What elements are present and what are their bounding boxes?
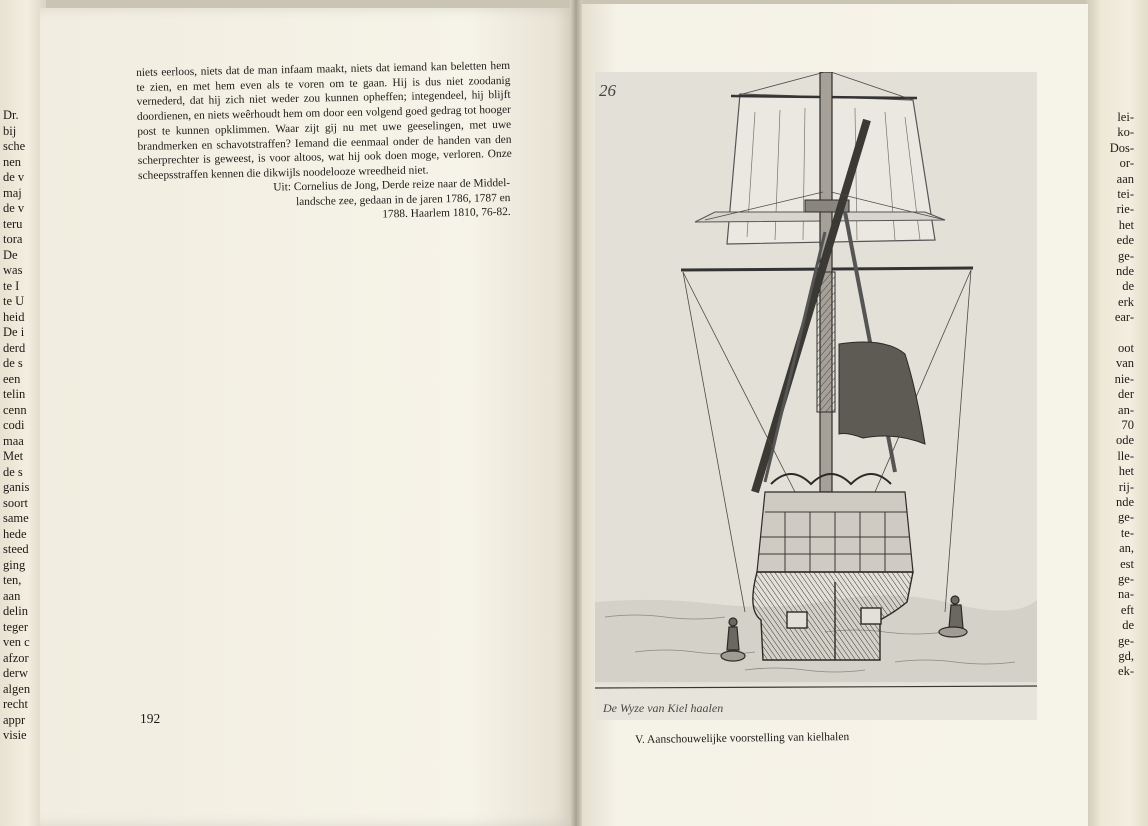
plate-mark: 26 <box>599 81 616 100</box>
underlying-text-fragment: ten, <box>3 573 22 587</box>
underlying-text-fragment: de <box>1122 279 1134 294</box>
source-citation <box>256 176 511 225</box>
ship-illustration <box>595 72 1037 720</box>
underlying-text-fragment: tei- <box>1117 187 1134 201</box>
underlying-text-fragment: na- <box>1118 587 1134 602</box>
underlying-text-fragment: erk <box>1118 294 1134 309</box>
underlying-text-fragment: maa <box>3 433 24 448</box>
underlying-text-fragment: derd <box>3 340 26 355</box>
underlying-text-fragment: steed <box>3 542 29 556</box>
underlying-text-fragment: ode <box>1115 433 1134 448</box>
underlying-text-fragment: ko- <box>1117 125 1134 140</box>
underlying-text-fragment: van <box>1115 356 1134 371</box>
underlying-text-fragment: Dos- <box>1109 140 1134 155</box>
underlying-text-fragment: an- <box>1118 402 1134 417</box>
underlying-text-fragment: lle- <box>1117 448 1134 463</box>
underlying-text-fragment: der <box>1118 387 1134 402</box>
underlying-text-fragment: de s <box>3 356 23 370</box>
underlying-text-fragment: codi <box>3 418 25 432</box>
underlying-text-fragment: ge- <box>1118 248 1134 263</box>
underlying-text-fragment: ging <box>3 557 26 572</box>
underlying-text-fragment: ek- <box>1118 664 1134 679</box>
source-line: landsche zee, gedaan in de jaren 1786, 1787 en <box>295 191 511 208</box>
underlying-text-fragment: hede <box>3 526 27 541</box>
underlying-text-fragment: est <box>1120 556 1134 571</box>
underlying-text-fragment: recht <box>3 697 28 711</box>
underlying-page-right-edge <box>1086 0 1148 826</box>
underlying-text-fragment: nde <box>1115 264 1134 278</box>
underlying-text-fragment: cenn <box>3 402 27 417</box>
source-line: Uit: Cornelius de Jong, Derde reize naar de Middel- <box>273 176 511 194</box>
underlying-text-fragment: de v <box>3 170 25 184</box>
page-number: 192 <box>140 711 161 726</box>
underlying-text-fragment: te U <box>3 294 25 308</box>
underlying-text-fragment: appr <box>3 712 26 727</box>
underlying-text-fragment: algen <box>3 681 31 696</box>
underlying-text-fragment: nen <box>3 154 22 169</box>
underlying-text-fragment: sche <box>3 139 26 153</box>
underlying-text-fragment: gd, <box>1118 649 1134 663</box>
underlying-text-fragment: rie- <box>1116 202 1134 217</box>
underlying-text-fragment: De <box>3 247 18 262</box>
underlying-text-fragment: visie <box>3 728 27 742</box>
underlying-text-fragment: Dr. <box>3 108 19 122</box>
source-line: 1788. Haarlem 1810, 76-82. <box>382 206 511 221</box>
underlying-text-fragment: ganis <box>3 480 30 494</box>
figure-caption: V. Aanschouwelijke voorstelling van kielhalen <box>635 731 850 746</box>
underlying-text-fragment: oot <box>1118 341 1134 355</box>
underlying-text-fragment: ven c <box>3 635 30 649</box>
underlying-text-fragment: het <box>1118 217 1134 232</box>
underlying-text-fragment: ede <box>1116 233 1134 248</box>
underlying-text-fragment: telin <box>3 387 26 401</box>
underlying-text-fragment: rij- <box>1118 479 1134 494</box>
underlying-text-fragment: aan <box>3 588 21 603</box>
underlying-text-fragment: ge- <box>1118 633 1134 648</box>
underlying-text-fragment: eft <box>1120 602 1134 617</box>
underlying-text-fragment: een <box>3 371 21 386</box>
underlying-text-fragment: de s <box>3 464 23 479</box>
underlying-text-fragment: De i <box>3 325 25 339</box>
underlying-text-fragment: ge- <box>1118 510 1134 525</box>
underlying-text-fragment: nde <box>1115 495 1134 509</box>
underlying-text-fragment: bij <box>3 123 17 138</box>
underlying-text-fragment: afzor <box>3 650 29 665</box>
underlying-text-fragment: ear- <box>1114 310 1134 325</box>
quote-text: niets eerloos, niets dat de man infaam maakt, niets dat iemand kan beletten hem te zien, en met hem even als te voren om te gaan. Hij is dus niet zoodanig vernederd, dat hij zich niet weder zou kunnen opheffen; integendeel, hij blijft doordienen, en niets weêrhoudt hem om door een volgend goed gedrag tot hooger post te kunnen opklimmen. Waar zijt gij nu met uwe geeselingen, met uwe brandmerken en schavotstraffen? Iemand die eenmaal onder de handen van den scherprechter is geweest, is voor altoos, wat hij ook doen moge, verloren. Onze scheepsstraffen kennen die dikwijls noodelooze wreedheid niet. <box>136 59 512 182</box>
underlying-text-fragment: teger <box>3 619 28 634</box>
underlying-text-fragment: maj <box>3 185 22 200</box>
underlying-text-fragment: nie- <box>1114 371 1134 386</box>
keelhauling-drawing <box>595 72 1037 720</box>
underlying-text-fragment: derw <box>3 666 28 680</box>
underlying-text-fragment: het <box>1118 464 1134 479</box>
underlying-text-fragment: ge- <box>1118 572 1134 586</box>
underlying-text-fragment: Met <box>3 449 24 463</box>
underlying-text-fragment: or- <box>1119 156 1134 171</box>
underlying-text-fragment: de <box>1122 618 1134 633</box>
underlying-text-fragment: aan <box>1116 171 1134 186</box>
underlying-text-fragment: teru <box>3 216 23 231</box>
underlying-text-fragment: an, <box>1119 541 1134 556</box>
underlying-text-fragment: soort <box>3 495 28 510</box>
underlying-text-fragment: lei- <box>1117 110 1134 124</box>
underlying-text-fragment: te- <box>1120 525 1134 540</box>
plate-inscription: De Wyze van Kiel haalen <box>603 701 724 715</box>
book-gutter <box>570 0 582 826</box>
underlying-text-fragment: same <box>3 511 29 525</box>
quote-block <box>136 59 512 184</box>
underlying-text-fragment: de v <box>3 201 25 215</box>
underlying-text-fragment: heid <box>3 309 25 324</box>
underlying-text-fragment: was <box>3 263 23 277</box>
underlying-text-fragment: te I <box>3 278 20 293</box>
underlying-text-fragment: tora <box>3 232 23 246</box>
underlying-text-fragment: delin <box>3 604 28 618</box>
underlying-text-fragment: 70 <box>1121 418 1134 432</box>
